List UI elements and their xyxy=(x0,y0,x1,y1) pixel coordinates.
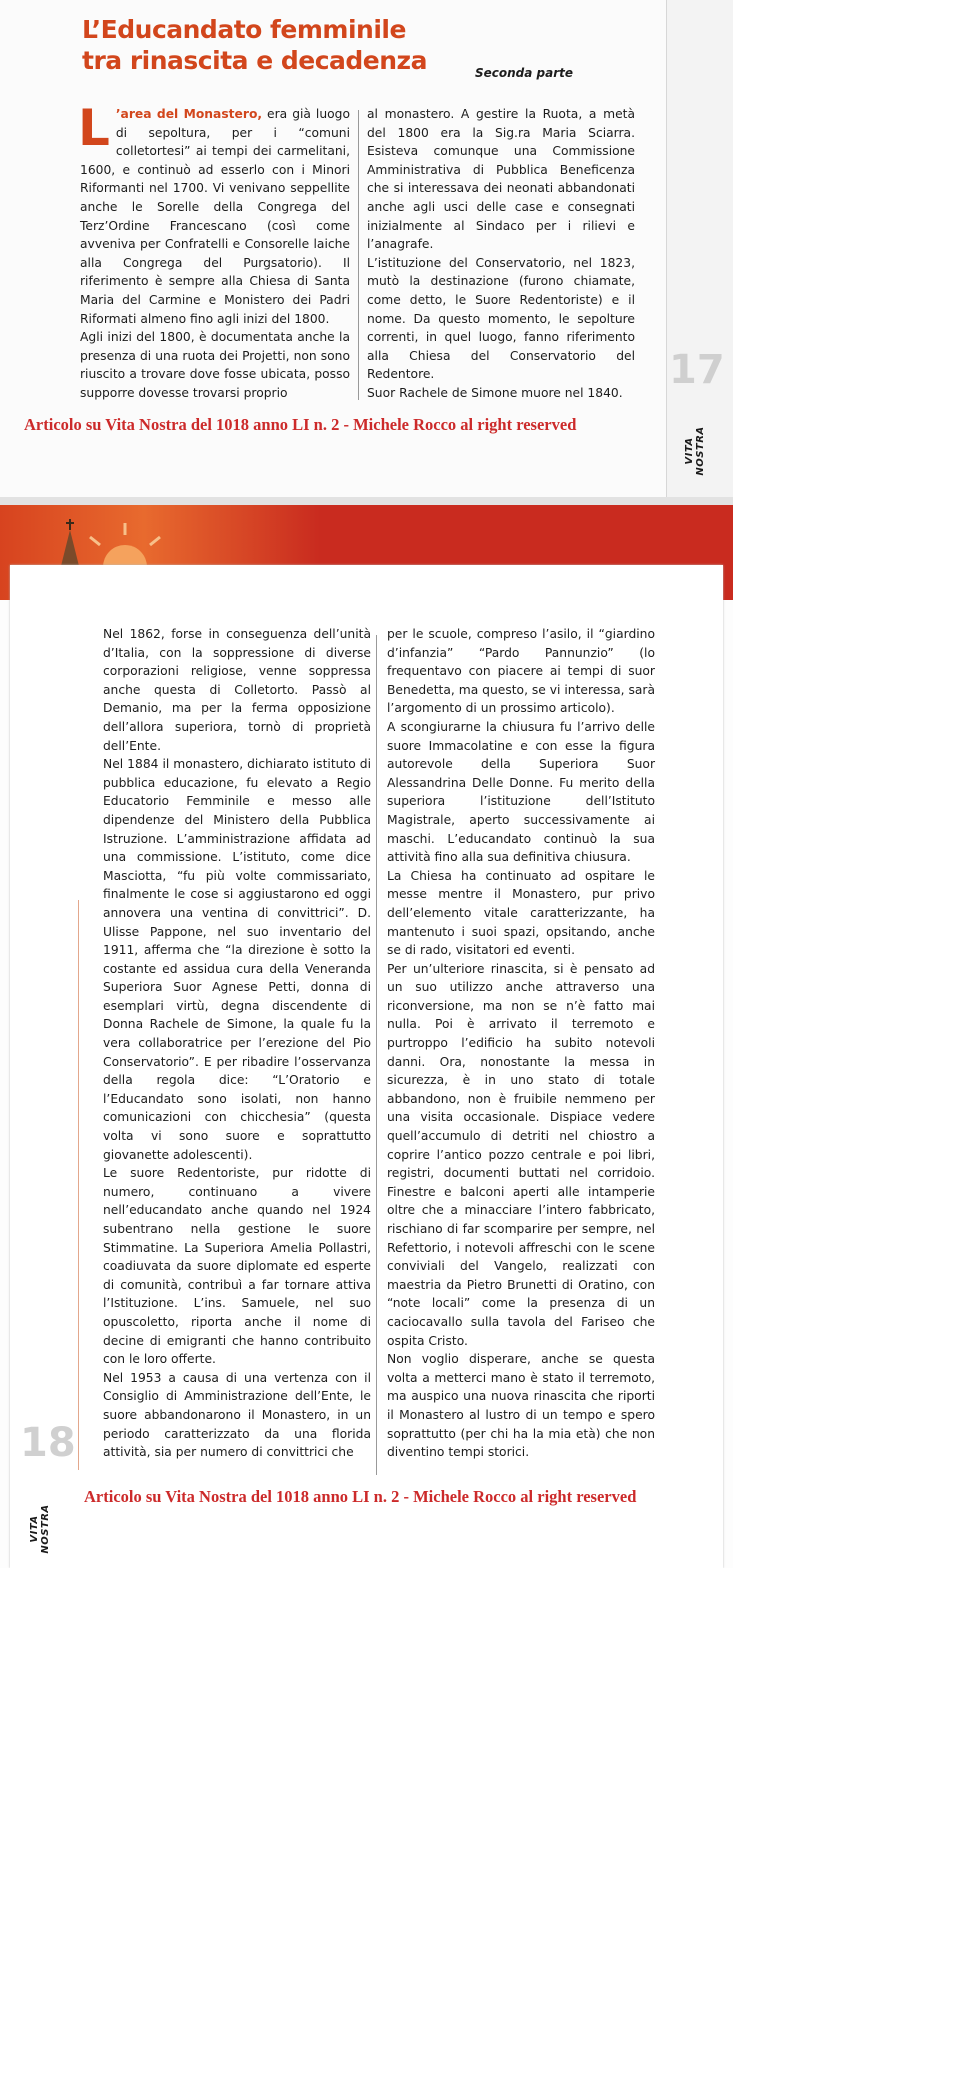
page-17 xyxy=(0,0,733,497)
paragraph: Nel 1953 a causa di una vertenza con il Consiglio di Amministrazione dell’Ente, le suore abbandonarono il Monastero, in un periodo caratterizzato da una florida attività, sia per numero di convittrici che xyxy=(103,1370,371,1460)
paragraph xyxy=(78,99,350,328)
column-divider xyxy=(358,110,359,400)
paragraph: Agli inizi del 1800, è documentata anche la presenza di una ruota dei Projetti, non sono riuscito a trovare dove fosse ubicata, posso supporre dovesse trovarsi proprio xyxy=(80,330,350,400)
paragraph: Non voglio disperare, anche se questa volta a metterci mano è stato il terremoto, ma auspico una nuova rinascita che riporti il Monastero al lustro di un tempo e spero soprattutto (per chi ha la mia età) che non diventino tempi storici. xyxy=(387,1352,655,1460)
title-line-1: L’Educandato femminile xyxy=(82,15,406,44)
paragraph: Le suore Redentoriste, pur ridotte di numero, continuano a vivere nell’educandato anche quando nel 1924 subentrano nella gestione le suore Stimmatine. La Superiora Amelia Pollastri, coadiuvata da suore diplomate ed esperte di comunità, contribuì a far tornare attiva l’Istituzione. L’ins. Samuele, nel suo opuscoletto, riporta anche il nome di decine di emigranti che hanno contribuito con le loro offerte. xyxy=(103,1166,371,1367)
page-gap xyxy=(0,497,733,505)
paragraph: per le scuole, compreso l’asilo, il “giardino d’infanzia” “Pardo Pannunzio” (lo frequentavo con piacere ai tempi di suor Benedetta, ma questo, se vi interessa, sarà l’argomento di un prossimo articolo). xyxy=(387,627,656,716)
column-right xyxy=(367,105,635,403)
column-divider xyxy=(376,635,377,1475)
copyright-notice: Articolo su Vita Nostra del 1018 anno LI n. 2 - Michele Rocco al right reserved xyxy=(24,415,577,434)
article-subtitle: Seconda parte xyxy=(475,66,574,80)
paragraph-text: era già luogo di sepoltura, per i “comuni colletortesi” ai tempi dei carmelitani, 1600, e continuò ad esserlo con i Minori Riformanti nel 1700. Vi venivano seppellite anche le Sorelle della Congrega del Terz’Ordine Francescano (così come avveniva per Confratelli e Consorelle laiche alla Congrega del Purgsatorio). Il riferimento è sempre alla Chiesa di Santa Maria del Carmine e Monistero dei Padri Riformati almeno fino agli inizi del 1800. xyxy=(80,107,350,326)
page-number: 17 xyxy=(669,347,725,393)
lead-in: ’area del Monastero, xyxy=(115,107,263,121)
paragraph: A scongiurarne la chiusura fu l’arrivo delle suore Immacolatine e con esse la figura autorevole della Superiora Suor Alessandrina Delle Donne. Fu merito della superiora l’istituzione dell’Istituto Magistrale, aperto successivamente ai maschi. L’educandato continuò la sua attività fino alla sua definitiva chiusura. xyxy=(387,719,655,865)
paragraph: La Chiesa ha continuato ad ospitare le messe mentre il Monastero, pur privo dell’elemento vitale caratterizzante, ha mantenuto i suoi spazi, opsitando, anche se di rado, visitatori ed eventi. xyxy=(387,868,655,958)
column-right-page-18 xyxy=(387,625,655,1462)
copyright-notice: Articolo su Vita Nostra del 1018 anno LI n. 2 - Michele Rocco al right reserved xyxy=(84,1487,637,1506)
magazine-side-label: VITA NOSTRA xyxy=(684,426,706,476)
paragraph: al monastero. A gestire la Ruota, a metà del 1800 era la Sig.ra Maria Sciarra. Esisteva comunque una Commissione Amministrativa di Pubblica Beneficenza che si interessava dei neonati abbandonati anche agli usci delle case e consegnati inizialmente al Sindaco per i rilievi e l’anagrafe. xyxy=(367,107,635,252)
column-left xyxy=(78,99,350,403)
title-line-2: tra rinascita e decadenza xyxy=(82,46,427,75)
margin-rule xyxy=(78,900,79,1470)
paragraph: Per un’ulteriore rinascita, si è pensato ad un suo utilizzo anche attraverso una riconversione, ma non se n’è fatto mai nulla. Poi è arrivato il terremoto e purtroppo l’edificio ha subito notevoli danni. Ora, nonostante la messa in sicurezza, è in uno stato di totale abbandono, non è fruibile nemmeno per una visita occasionale. Dispiace vedere quell’accumulo di detriti nel chiostro a coprire l’antico pozzo centrale e poi libri, registri, documenti buttati nel corridoio. Finestre e balconi aperti alle intamperie oltre che a minacciare l’intero fabbricato, rischiano di far scomparire per sempre, nel Refettorio, i notevoli affreschi con le scene conviviali del Vangelo, realizzati con maestria da Pietro Brunetti di Oratino, con “note locali” come la presenza di un caciocavallo sulla tavola del Fariseo che ospita Cristo. xyxy=(387,961,655,1348)
drop-cap: L xyxy=(78,99,110,157)
article-title xyxy=(82,14,427,76)
paragraph: Nel 1862, forse in conseguenza dell’unità d’Italia, con la soppressione di diverse corporazioni religiose, venne soppressa anche questa di Colletorto. Passò al Demanio, ma per la ferma opposizione dell’allora superiora, tornò di proprietà dell’Ente. xyxy=(103,627,371,753)
column-left-page-18 xyxy=(103,625,371,1462)
paragraph: Nel 1884 il monastero, dichiarato istituto di pubblica educazione, fu elevato a Regio Educatorio Femminile e messo alle dipendenze del Ministero della Pubblica Istruzione. L’amministrazione affidata ad una commissione. L’istituto, come dice Masciotta, “fu più volte commissariato, finalmente le cose si aggiustarono ed oggi annovera una ventina di convittrici”. D. Ulisse Pappone, nel suo inventario del 1911, afferma che “la direzione è sotto la costante ed assidua cura della Veneranda Superiora Suor Agnese Petti, donna di esemplari virtù, degna discendente di Donna Rachele de Simone, la quale fu la vera collaboratrice per l’erezione del Pio Conservatorio”. E per ribadire l’osservanza della regola dice: “L’Oratorio e l’Educandato sono isolati, non hanno comunicazioni con chicchesia” (questa volta vi sono suore e soprattutto giovanette adolescenti). xyxy=(103,757,371,1162)
magazine-side-label: VITA NOSTRA xyxy=(29,1504,51,1554)
page-number: 18 xyxy=(20,1420,76,1466)
paragraph: Suor Rachele de Simone muore nel 1840. xyxy=(367,385,623,400)
paragraph: L’istituzione del Conservatorio, nel 1823, mutò la destinazione (furono chiamate, come detto, le Suore Redentoriste) e il nome. Da questo momento, le sepolture correnti, in quel luogo, fanno riferimento alla Chiesa del Conservatorio del Redentore. xyxy=(367,255,635,382)
